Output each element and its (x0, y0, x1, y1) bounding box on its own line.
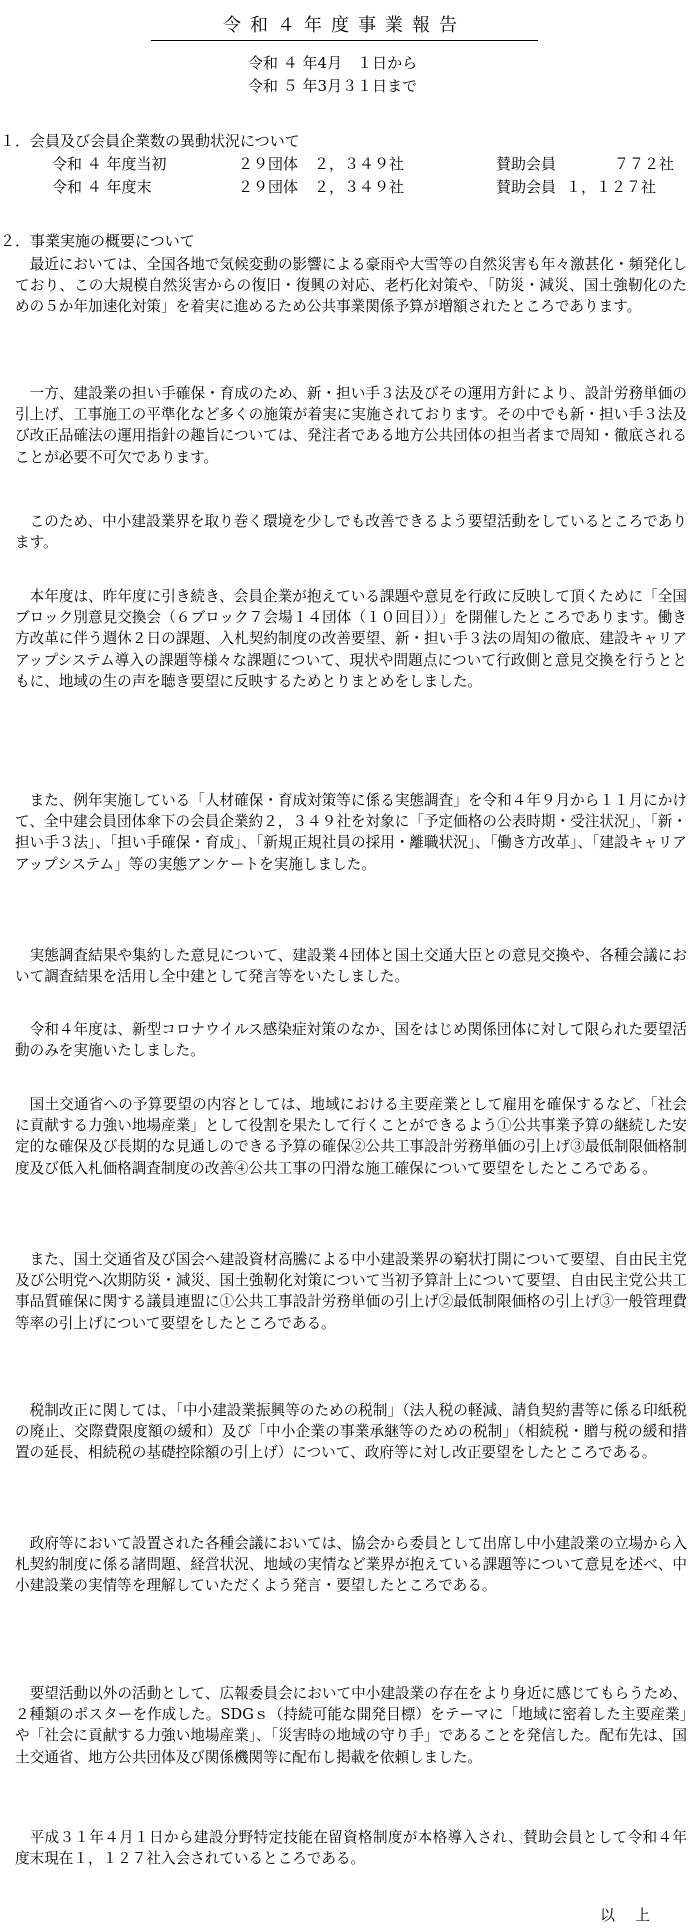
period-to: 令和 ５ 年3月３１日まで (248, 77, 418, 95)
member-row-groups: ２９団体 (238, 178, 299, 196)
supporter-count: １，１２７社 (566, 178, 657, 196)
closing-mark: 以上 (600, 1906, 671, 1924)
report-title: 令和４年度事業報告 (223, 15, 466, 36)
supporter-count: ７７２社 (614, 155, 675, 173)
paragraph: 実態調査結果や集約した意見について、建設業４団体と国土交通大臣との意見交換や、各種会議において調査結果を活用し全中建として発言等をいたしました。 (15, 947, 687, 986)
member-row-label: 令和 ４ 年度末 (52, 178, 152, 196)
paragraph: また、国土交通省及び国会へ建設資材高騰による中小建設業界の窮状打開について要望、自由民主党及び公明党へ次期防災・減災、国土強靭化対策について当初予算計上について要望、自由民主党公共工事品質確保に関する議員連盟に①公共工事設計労務単価の引上げ②最低制限価格の引上げ③一般管理費等率の引上げについて要望をしたところである。 (15, 1251, 687, 1332)
title-underline (151, 40, 538, 41)
member-row-groups: ２９団体 (238, 155, 299, 173)
paragraph: このため、中小建設業界を取り巻く環境を少しでも改善できるよう要望活動をしているところであります。 (15, 513, 687, 552)
paragraph: 最近においては、全国各地で気候変動の影響による豪雨や大雪等の自然災害も年々激甚化・頻発化しており、この大規模自然災害からの復旧・復興の対応、老朽化対策や、「防災・減災、国土強靭化のための５か年加速化対策」を着実に進めるため公共事業関係予算が増額されたところであります。 (15, 256, 687, 316)
member-row-label: 令和 ４ 年度当初 (52, 155, 167, 173)
paragraph: 令和４年度は、新型コロナウイルス感染症対策のなか、国をはじめ関係団体に対して限られた要望活動のみを実施いたしました。 (15, 1021, 687, 1060)
paragraph: 政府等において設置された各種会議においては、協会から委員として出席し中小建設業の立場から入札契約制度に係る諸問題、経営状況、地域の実情など業界が抱えている課題等について意見を述べ、中小建設業の実情等を理解していただくよう発言・要望したところである。 (15, 1535, 687, 1595)
paragraph: 国土交通省への予算要望の内容としては、地域における主要産業として雇用を確保するなど、「社会に貢献する力強い地場産業」として役割を果たして行くことができるよう①公共事業予算の継続した安定的な確保及び長期的な見通しのできる予算の確保②公共工事設計労務単価の引上げ③最低制限価格制度及び低入札価格調査制度の改善④公共工事の円滑な施工確保について要望をしたところである。 (15, 1096, 687, 1177)
paragraph: 税制改正に関しては、「中小建設業振興等のための税制」（法人税の軽減、請負契約書等に係る印紙税の廃止、交際費限度額の緩和）及び「中小企業の事業承継等のための税制」（相続税・贈与税の緩和措置の延長、相続税の基礎控除額の引上げ）について、政府等に対し改正要望をしたところである。 (15, 1402, 687, 1462)
section1-heading: １．会員及び会員企業数の異動状況について (0, 132, 300, 150)
member-row-companies: ２，３４９社 (314, 155, 405, 173)
supporter-label: 賛助会員 (496, 178, 557, 196)
supporter-label: 賛助会員 (496, 155, 557, 173)
paragraph: 平成３１年４月１日から建設分野特定技能在留資格制度が本格導入され、賛助会員として令和４年度末現在１，１２７社入会されているところである。 (15, 1829, 687, 1868)
paragraph: また、例年実施している「人材確保・育成対策等に係る実態調査」を令和４年９月から１１月にかけて、全中建会員団体傘下の会員企業約２，３４９社を対象に「予定価格の公表時期・受注状況」、「新・担い手３法」、「担い手確保・育成」、「新規正規社員の採用・離職状況」、「働き方改革」、「建設キャリアアップシステム」等の実態アンケートを実施しました。 (15, 792, 687, 873)
period-from: 令和 ４ 年4月 １日から (248, 54, 418, 72)
member-row-companies: ２，３４９社 (314, 178, 405, 196)
paragraph: 一方、建設業の担い手確保・育成のため、新・担い手３法及びその運用方針により、設計労務単価の引上げ、工事施工の平準化など多くの施策が着実に実施されております。その中でも新・担い手３法及び改正品確法の運用指針の趣旨については、発注者である地方公共団体の担当者まで周知・徹底されることが必要不可欠であります。 (15, 385, 687, 466)
section2-heading: ２．事業実施の概要について (0, 232, 195, 250)
paragraph: 本年度は、昨年度に引き続き、会員企業が抱えている課題や意見を行政に反映して頂くために「全国ブロック別意見交換会（６ブロック７会場１４団体（１０回目））」を開催したところであります。働き方改革に伴う週休２日の課題、入札契約制度の改善要望、新・担い手３法の周知の徹底、建設キャリアアップシステム導入の課題等様々な課題について、現状や問題点について行政側と意見交換を行うとともに、地域の生の声を聴き要望に反映するためとりまとめをしました。 (15, 588, 687, 690)
paragraph: 要望活動以外の活動として、広報委員会において中小建設業の存在をより身近に感じてもらうため、２種類のポスターを作成した。SDGｓ（持続可能な開発目標）をテーマに「地域に密着した主要産業」や「社会に貢献する力強い地場産業」、「災害時の地域の守り手」であることを発信した。配布先は、国土交通省、地方公共団体及び関係機関等に配布し掲載を依頼しました。 (15, 1685, 687, 1766)
